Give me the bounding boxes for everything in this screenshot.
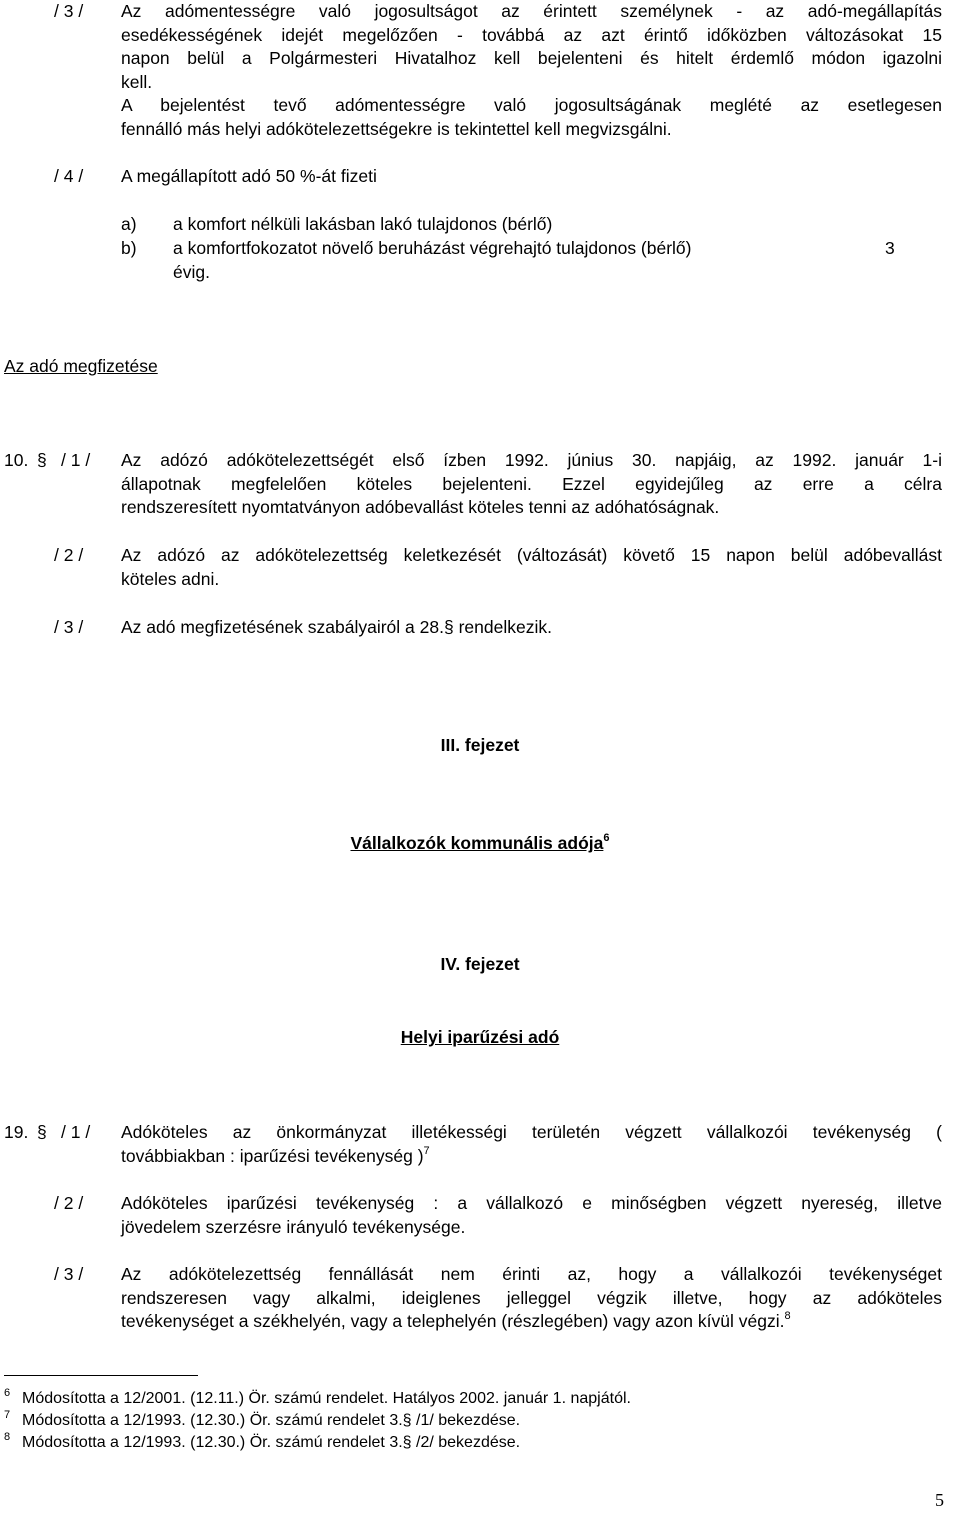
footnote-text: Módosította a 12/2001. (12.11.) Ör. számú rendelet. Hatályos 2002. január 1. napjától. bbox=[22, 1390, 631, 1407]
paragraph-text bbox=[121, 165, 942, 189]
list-marker: a) bbox=[121, 214, 137, 234]
paragraph-label: / 3 / bbox=[54, 1264, 84, 1284]
text-line: A bejelentést tevő adómentességre való jogosultságának meglété az esetlegesen bbox=[121, 95, 942, 115]
text-fragment: /2/ bekezdése. bbox=[411, 1434, 521, 1451]
paragraph-label: / 3 / bbox=[54, 1, 84, 21]
text-fragment: Az adó megfizetésének szabályairól a 28. bbox=[121, 617, 444, 637]
paragraph-label: / 3 / bbox=[54, 617, 84, 637]
text-line: köteles adni. bbox=[121, 568, 220, 589]
footnote-ref[interactable]: 6 bbox=[603, 832, 610, 844]
footnote-7 bbox=[4, 1409, 521, 1431]
text-line bbox=[121, 616, 942, 640]
text-line: A megállapított adó 50 %-át fizeti bbox=[121, 166, 377, 186]
section-number: 10. bbox=[4, 450, 29, 470]
text-line: fennálló más helyi adókötelezettségekre is tekintettel kell megvizsgálni. bbox=[121, 118, 672, 139]
footnote-8 bbox=[4, 1431, 521, 1453]
text-line bbox=[121, 1145, 942, 1169]
text-line: rendszeresen vagy alkalmi, ideiglenes jelleggel végzik illetve, hogy az adóköteles bbox=[121, 1287, 942, 1308]
paragraph-label: / 4 / bbox=[54, 166, 84, 186]
list-marker: b) bbox=[121, 238, 137, 258]
paragraph-text bbox=[121, 1121, 942, 1168]
footnote-ref[interactable]: 8 bbox=[784, 1310, 791, 1322]
paragraph-label: / 2 / bbox=[54, 1193, 84, 1213]
footnote-6 bbox=[4, 1387, 631, 1409]
paragraph-label: / 1 / bbox=[61, 450, 91, 470]
paragraph-text bbox=[121, 0, 942, 141]
footnote-separator bbox=[4, 1375, 198, 1376]
section-heading: Az adó megfizetése bbox=[4, 356, 158, 376]
paragraph-label: / 1 / bbox=[61, 1122, 91, 1142]
paragraph-text bbox=[121, 1192, 942, 1239]
page-number: 5 bbox=[935, 1490, 944, 1510]
text-line: kell. bbox=[121, 71, 153, 92]
paragraph-text bbox=[121, 1263, 942, 1334]
text-fragment: rendelkezik. bbox=[453, 617, 552, 637]
footnote-mark: 7 bbox=[4, 1409, 11, 1421]
list-item bbox=[121, 213, 942, 237]
text-line: jövedelem szerzésre irányuló tevékenysége. bbox=[121, 1216, 466, 1237]
text-line: Adóköteles az önkormányzat illetékességi területén végzett vállalkozói tevékenység ( bbox=[121, 1122, 942, 1142]
text-line: Az adókötelezettség fennállását nem érinti az, hogy a vállalkozói tevékenységet bbox=[121, 1264, 942, 1284]
text-line: Az adózó adókötelezettségét első ízben 1992. június 30. napjáig, az 1992. január 1-i bbox=[121, 450, 942, 470]
chapter-4-title: IV. fejezet bbox=[440, 954, 520, 974]
text-line bbox=[121, 1310, 942, 1334]
paragraph-text bbox=[121, 616, 942, 640]
footnote-text bbox=[22, 1432, 520, 1453]
chapter-subtitle-text: Vállalkozók kommunális adója bbox=[350, 833, 604, 853]
list-item bbox=[121, 237, 942, 284]
section-sign: § bbox=[37, 450, 47, 470]
text-line: állapotnak megfelelően köteles bejelenteni. Ezzel egyidejűleg az erre a célra bbox=[121, 473, 942, 494]
text-line: Adóköteles iparűzési tevékenység : a vállalkozó e minőségben végzett nyereség, illetve bbox=[121, 1193, 942, 1213]
section-sign: § bbox=[37, 1122, 47, 1142]
footnote-mark: 6 bbox=[4, 1387, 11, 1399]
chapter-3-subtitle bbox=[0, 832, 960, 856]
text-fragment: tevékenységet a székhelyén, vagy a telephelyén (részlegében) vagy azon kívül végzi. bbox=[121, 1311, 785, 1331]
section-number: 19. bbox=[4, 1122, 29, 1142]
list-text: a komfort nélküli lakásban lakó tulajdonos (bérlő) bbox=[173, 214, 553, 234]
list-text-end: évig. bbox=[173, 261, 210, 282]
paragraph-text bbox=[121, 544, 942, 591]
footnote-mark: 8 bbox=[4, 1431, 11, 1443]
text-fragment: Módosította a 12/1993. (12.30.) Ör. számú rendelet 3. bbox=[22, 1434, 403, 1451]
text-fragment: Módosította a 12/1993. (12.30.) Ör. számú rendelet 3. bbox=[22, 1412, 403, 1429]
text-line: Az adómentességre való jogosultságot az érintett személynek - az adó-megállapítás bbox=[121, 1, 942, 21]
text-line: Az adózó az adókötelezettség keletkezését (változását) követő 15 napon belül adóbevallást bbox=[121, 545, 942, 565]
section-sign: § bbox=[402, 1434, 412, 1451]
footnote-text bbox=[22, 1410, 520, 1431]
chapter-3-title: III. fejezet bbox=[440, 735, 520, 755]
paragraph-text bbox=[121, 449, 942, 520]
text-line: esedékességének idejét megelőzően - továbbá az azt érintő időközben változásokat 15 bbox=[121, 24, 942, 45]
years-value: 3 bbox=[885, 238, 895, 258]
footnote-ref[interactable]: 7 bbox=[423, 1144, 430, 1157]
section-sign: § bbox=[443, 617, 454, 637]
text-line: rendszeresített nyomtatványon adóbevallást köteles tenni az adóhatóságnak. bbox=[121, 497, 720, 517]
chapter-4-subtitle bbox=[0, 1026, 960, 1050]
text-fragment: továbbiakban : iparűzési tevékenység ) bbox=[121, 1145, 424, 1166]
paragraph-label: / 2 / bbox=[54, 545, 84, 565]
list-text: a komfortfokozatot növelő beruházást végrehajtó tulajdonos (bérlő) bbox=[173, 238, 692, 258]
text-line: napon belül a Polgármesteri Hivatalhoz kell bejelenteni és hitelt érdemlő módon igazolni bbox=[121, 48, 942, 68]
chapter-subtitle-text: Helyi iparűzési adó bbox=[400, 1027, 560, 1047]
section-sign: § bbox=[402, 1412, 412, 1429]
text-fragment: /1/ bekezdése. bbox=[411, 1412, 521, 1429]
